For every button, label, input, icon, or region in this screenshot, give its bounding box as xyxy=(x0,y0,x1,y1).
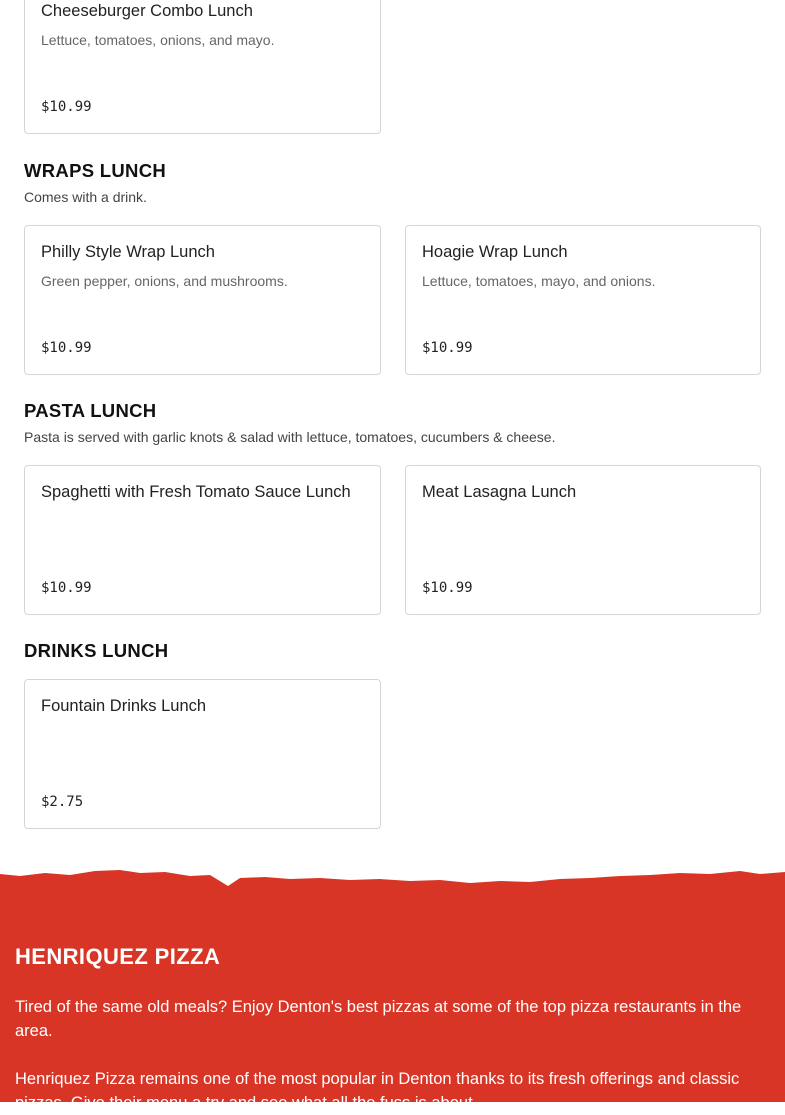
menu-item-name: Hoagie Wrap Lunch xyxy=(422,243,568,261)
footer-title: HENRIQUEZ PIZZA xyxy=(15,944,221,969)
menu-item-card[interactable] xyxy=(24,679,381,829)
menu-item-card[interactable] xyxy=(24,465,381,615)
menu-item-name: Meat Lasagna Lunch xyxy=(422,483,577,501)
menu-item-price: $10.99 xyxy=(41,340,92,356)
menu-item-name: Fountain Drinks Lunch xyxy=(41,697,207,715)
menu-item-price: $2.75 xyxy=(41,794,84,810)
menu-item-name: Spaghetti with Fresh Tomato Sauce Lunch xyxy=(41,483,351,501)
menu-item-description: Lettuce, tomatoes, mayo, and onions. xyxy=(422,273,656,289)
menu-item-price: $10.99 xyxy=(422,340,473,356)
menu-item-card[interactable] xyxy=(24,0,381,134)
menu-item-card[interactable] xyxy=(405,225,761,375)
menu-item-card[interactable] xyxy=(24,225,381,375)
section-note-wraps: Comes with a drink. xyxy=(24,189,147,205)
footer-paragraph: Henriquez Pizza remains one of the most popular in Denton thanks to its fresh offerings and classic pizzas. Give their menu a try and see what all the fuss is about. xyxy=(15,1070,740,1112)
section-title-drinks: DRINKS LUNCH xyxy=(24,640,169,661)
section-title-wraps: WRAPS LUNCH xyxy=(24,160,167,181)
menu-item-name: Philly Style Wrap Lunch xyxy=(41,243,215,261)
section-title-pasta: PASTA LUNCH xyxy=(24,400,157,421)
menu-item-price: $10.99 xyxy=(41,99,92,115)
torn-paper-edge xyxy=(0,866,785,896)
menu-item-description: Lettuce, tomatoes, onions, and mayo. xyxy=(41,32,275,48)
section-note-pasta: Pasta is served with garlic knots & salad with lettuce, tomatoes, cucumbers & cheese. xyxy=(24,429,556,445)
menu-item-price: $10.99 xyxy=(422,580,473,596)
menu-item-description: Green pepper, onions, and mushrooms. xyxy=(41,273,288,289)
footer-paragraph: Tired of the same old meals? Enjoy Denton's best pizzas at some of the top pizza restaurants in the area. xyxy=(15,998,742,1040)
menu-item-card[interactable] xyxy=(405,465,761,615)
menu-item-price: $10.99 xyxy=(41,580,92,596)
menu-item-name: Cheeseburger Combo Lunch xyxy=(41,2,253,20)
